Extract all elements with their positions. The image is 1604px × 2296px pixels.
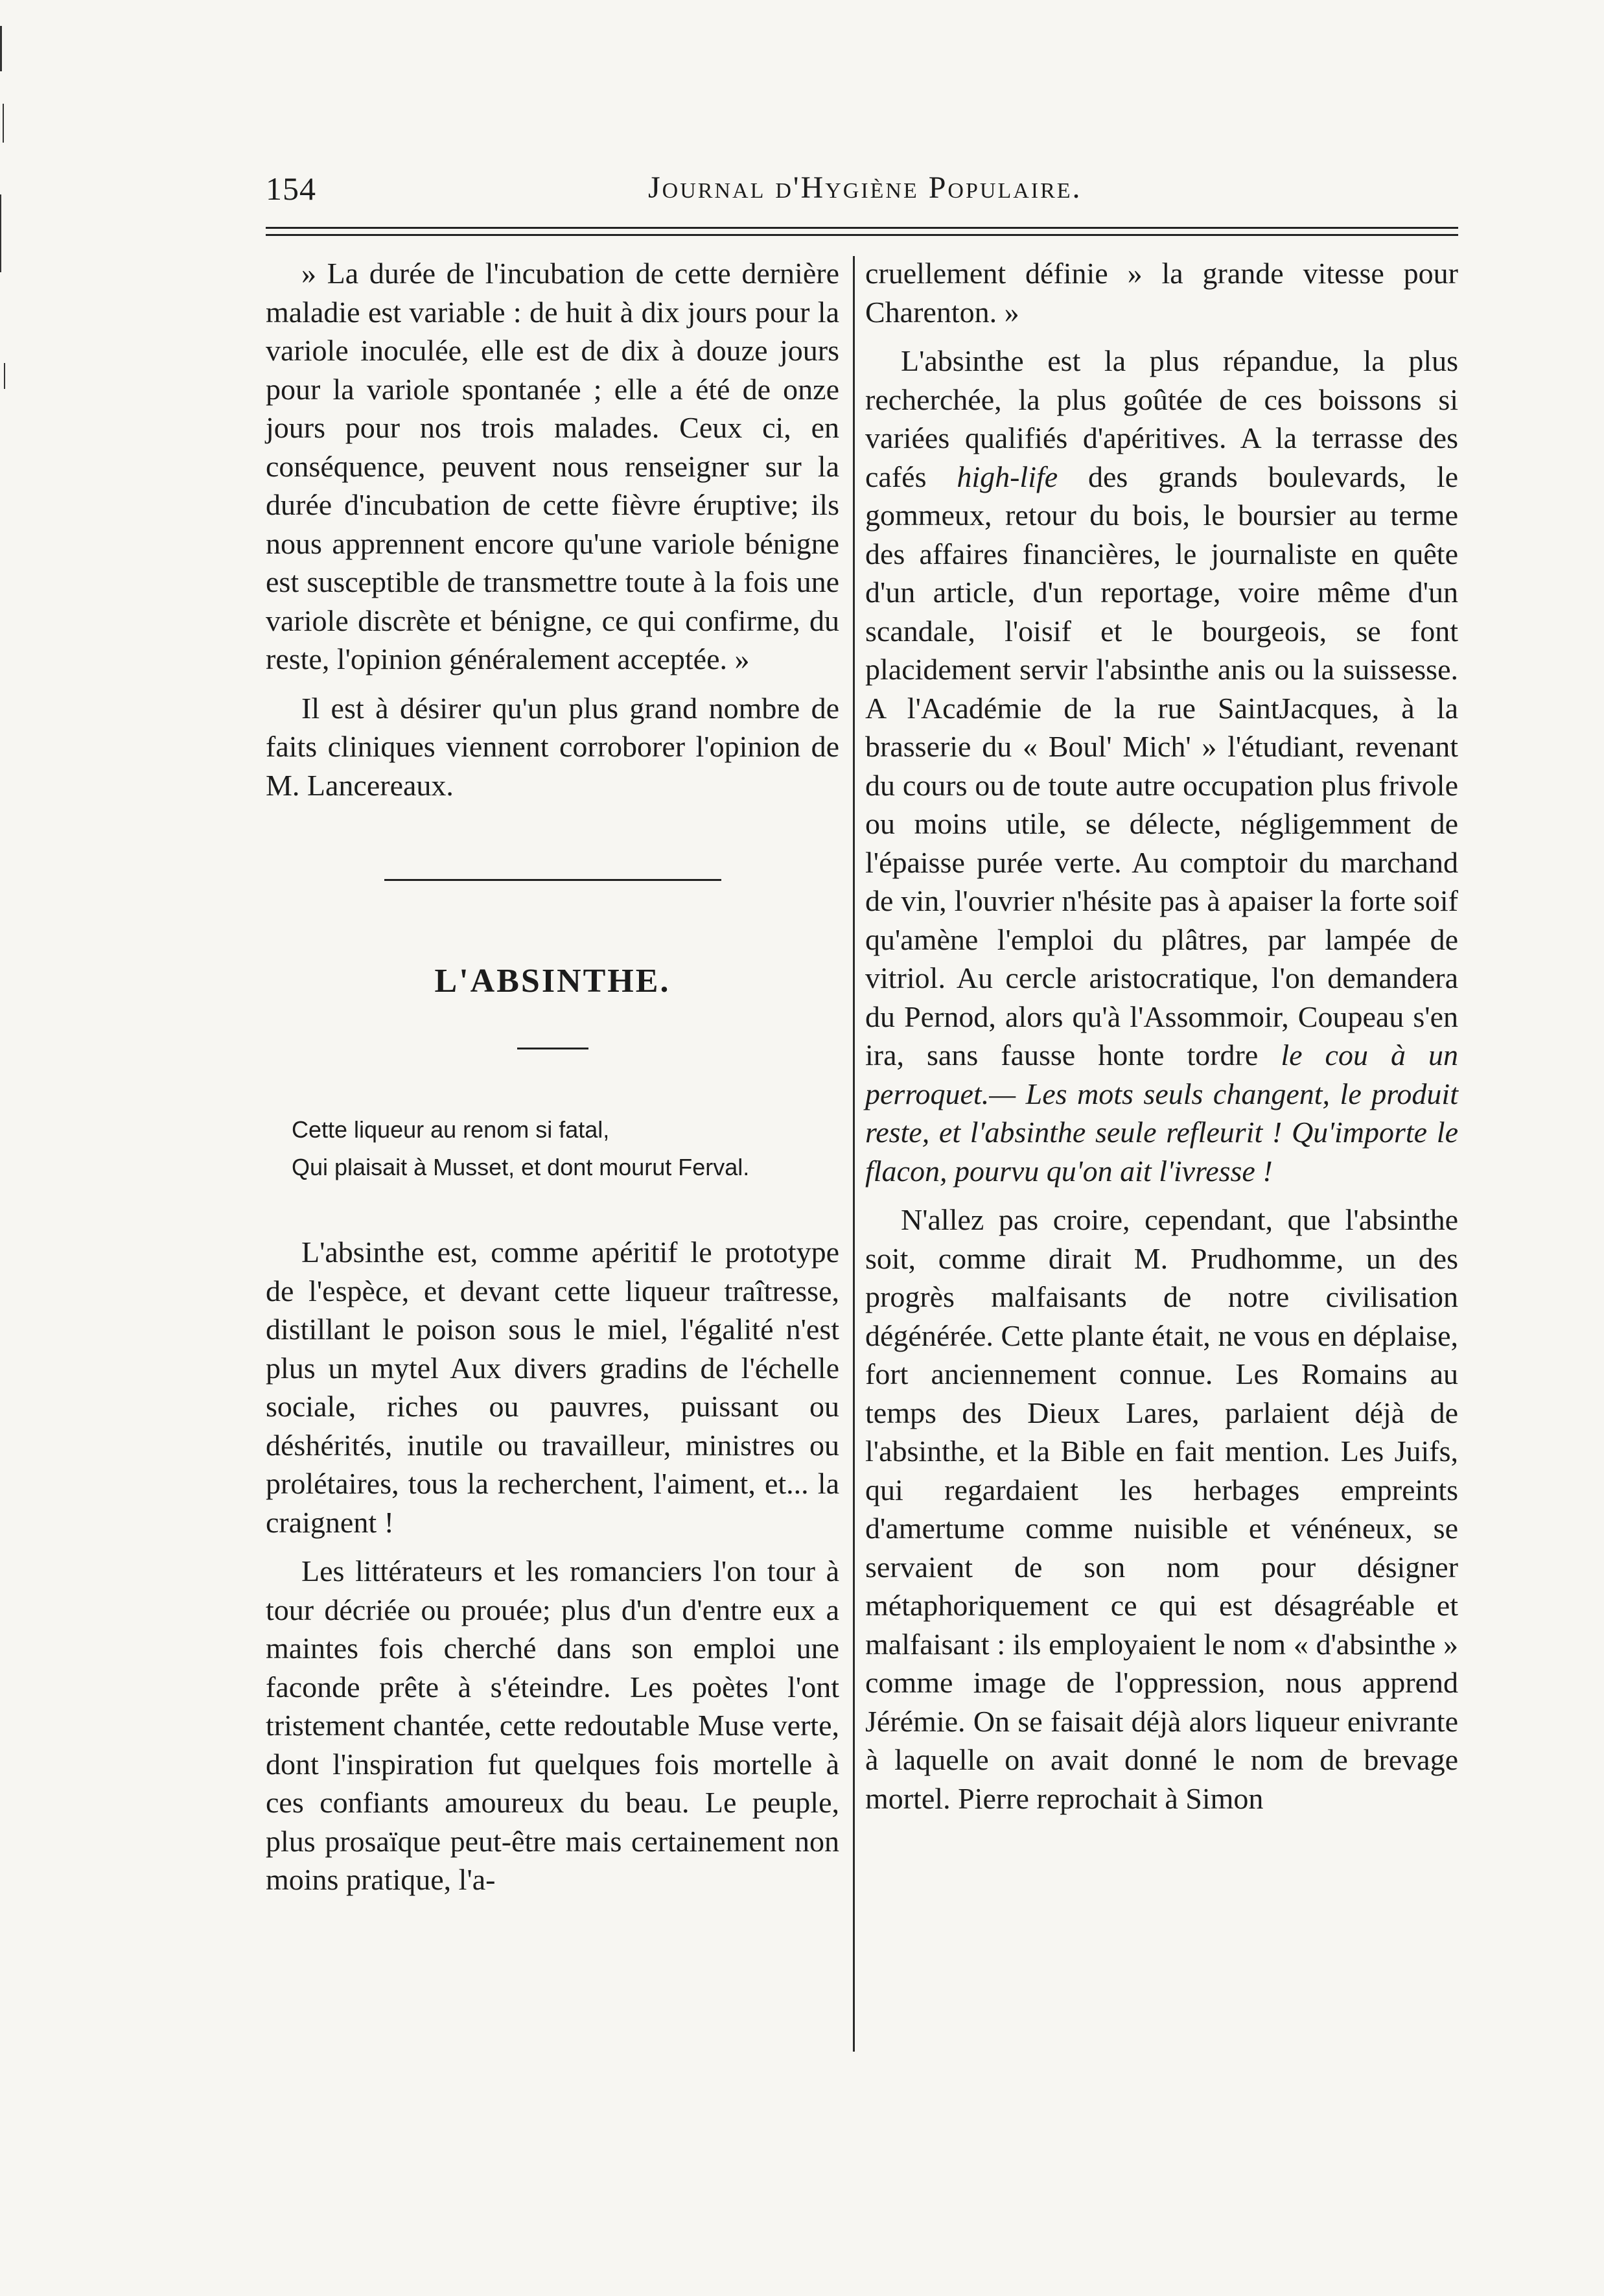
italic-text-run: high-life: [957, 460, 1058, 493]
page-number: 154: [266, 170, 316, 207]
title-underline-rule: [517, 1048, 588, 1049]
epigraph-line: Cette liqueur au renom si fatal,: [292, 1116, 610, 1143]
left-column: [266, 254, 839, 1899]
paragraph: N'allez pas croire, cependant, que l'absinthe soit, comme dirait M. Prudhomme, un des progrès malfaisants de notre civilisation dégénérée. Cette plante était, ne vous en déplaise, fort anciennement connue. Les Romains au temps des Dieux Lares, parlaient déjà de l'absinthe, et la Bible en fait mention. Les Juifs, qui regardaient les herbages empreints d'amertume comme nuisible et vénéneux, se servaient de son nom pour désigner métaphoriquement ce qui est désagréable et malfaisant : ils employaient le nom « d'absinthe » comme image de l'oppression, nous apprend Jérémie. On se faisait déjà alors liqueur enivrante à laquelle on avait donné le nom de brevage mortel. Pierre reprochait à Simon: [865, 1203, 1458, 1815]
text-run: L'absinthe est la plus répandue, la plus recherchée, la plus goûtée de ces boissons si variées qualifiés d'apéritives. A la terrasse des cafés: [865, 344, 1458, 493]
paragraph: » La durée de l'incubation de cette dernière maladie est variable : de huit à dix jours pour la variole inoculée, elle est de dix à douze jours pour la variole spontanée ; elle a été de onze jours pour nos trois malades. Ceux ci, en conséquence, peuvent nous renseigner sur la durée d'incubation de cette fièvre éruptive; ils nous apprennent encore qu'une variole bénigne est susceptible de transmettre toute à la fois une variole discrète et bénigne, ce qui confirme, du reste, l'opinion généralement acceptée. »: [266, 257, 839, 675]
italic-text-run: le cou à un perroquet.— Les mots seuls changent, le produit reste, et l'absinthe seule refleurit ! Qu'importe le flacon, pourvu qu'on ait l'ivresse !: [865, 1038, 1458, 1188]
paragraph: Il est à désirer qu'un plus grand nombre de faits cliniques viennent corroborer l'opinion de M. Lancereaux.: [266, 691, 839, 802]
column-divider: [853, 256, 855, 2052]
paragraph: [865, 342, 1458, 1190]
paragraph: Les littérateurs et les romanciers l'on tour à tour décriée ou prouée; plus d'un d'entre eux a maintes fois cherché dans son emploi une faconde prête à s'éteindre. Les poètes l'ont tristement chantée, cette redoutable Muse verte, dont l'inspiration fut quelques fois mortelle à ces confiants amoureux du beau. Le peuple, plus prosaïque peut-être mais certainement non moins pratique, l'a-: [266, 1554, 839, 1896]
running-title: Journal d'Hygiène Populaire.: [648, 170, 1082, 205]
right-column: [865, 254, 1458, 1818]
paragraph: L'absinthe est, comme apéritif le prototype de l'espèce, et devant cette liqueur traîtresse, distillant le poison sous le miel, l'égalité n'est plus un mytel Aux divers gradins de l'échelle sociale, riches ou pauvres, puissant ou déshérités, inutile ou travailleur, ministres ou prolétaires, tous la recherchent, l'aiment, et... la craignent !: [266, 1236, 839, 1539]
header-double-rule: [266, 227, 1458, 236]
section-title: L'ABSINTHE.: [434, 963, 671, 1000]
text-run: des grands boulevards, le gommeux, retour du bois, le boursier au terme des affaires financières, le journaliste en quête d'un article, d'un reportage, voire même d'un scandale, l'oisif et le bourgeois, se font placidement servir l'absinthe anis ou la suissesse. A l'Académie de la rue SaintJacques, à la brasserie du « Boul' Mich' » l'étudiant, revenant du cours ou de toute autre occupation plus frivole ou moins utile, se délecte, négligemment de l'épaisse purée verte. Au comptoir du marchand de vin, l'ouvrier n'hésite pas à apaiser la forte soif qu'amène l'emploi du plâtres, par lampée de vitriol. Au cercle aristocratique, l'on demandera du Pernod, alors qu'à l'Assommoir, Coupeau s'en ira, sans fausse honte tordre: [865, 460, 1458, 1072]
paragraph: cruellement définie » la grande vitesse pour Charenton. »: [865, 257, 1458, 329]
section-body: [266, 1233, 839, 1899]
epigraph-line: Qui plaisait à Musset, et dont mourut Ferval.: [292, 1154, 750, 1180]
page-header: [266, 170, 1458, 215]
section-separator-rule: [384, 879, 721, 881]
epigraph: [266, 1111, 839, 1186]
binding-edge-marks: [0, 26, 13, 480]
